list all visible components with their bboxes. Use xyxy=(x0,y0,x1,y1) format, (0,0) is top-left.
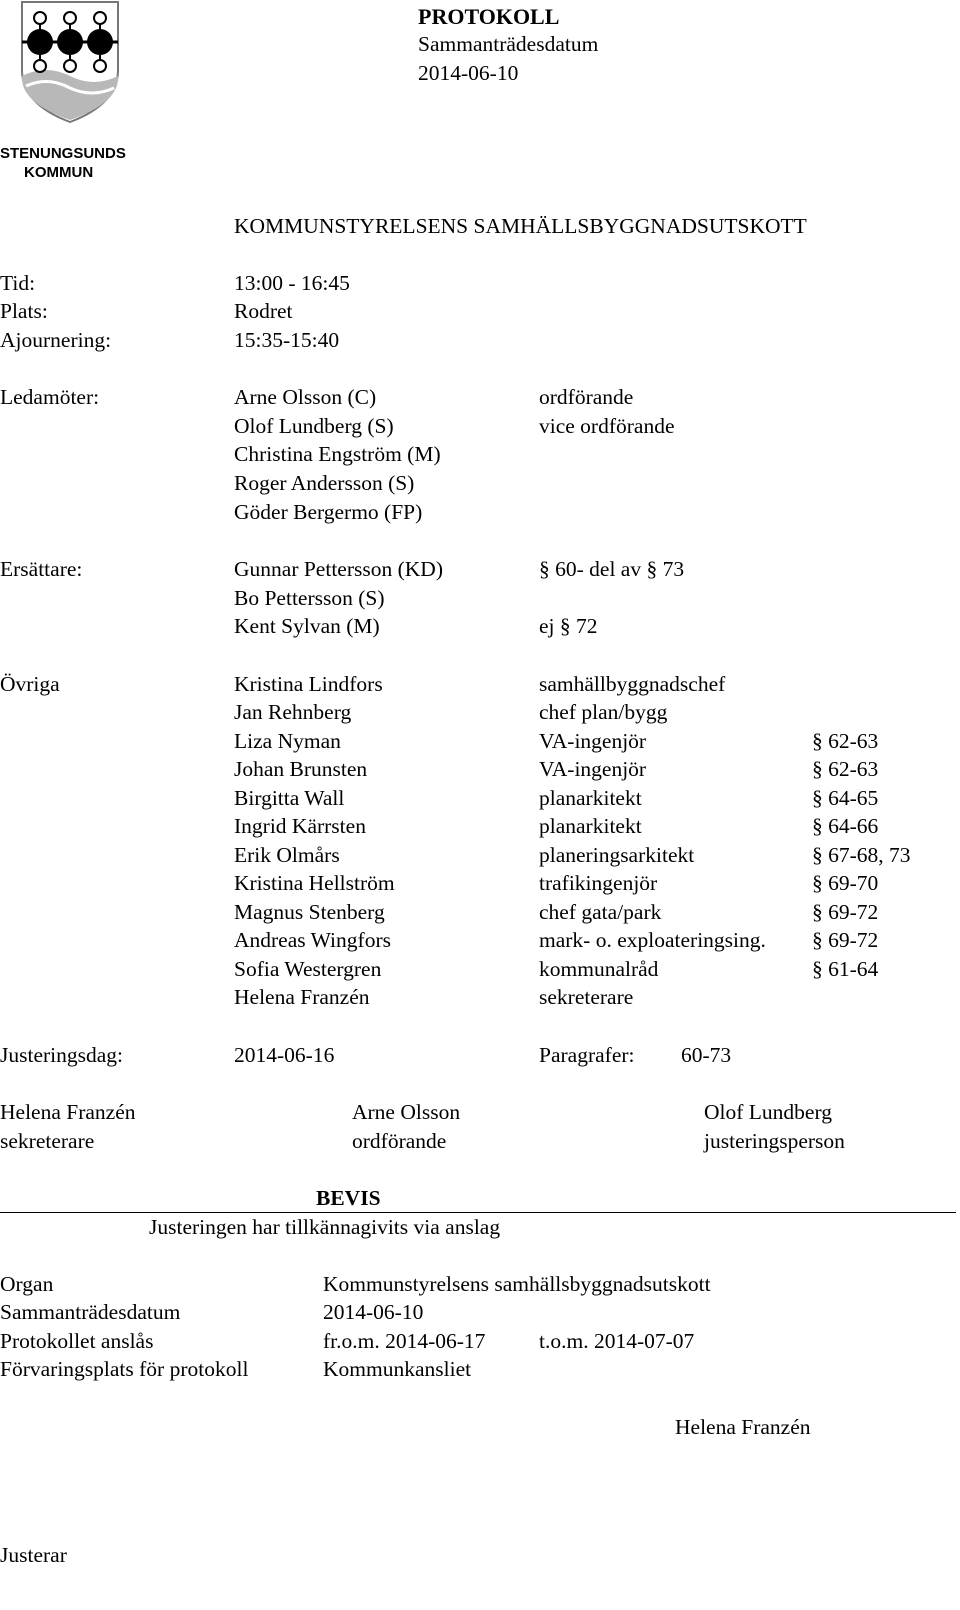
posting-to: t.o.m. 2014-07-07 xyxy=(539,1329,695,1353)
certificate-signer: Helena Franzén xyxy=(675,1415,811,1439)
horizontal-divider xyxy=(0,1212,956,1213)
other-name: Liza Nyman xyxy=(234,729,341,753)
members-label: Ledamöter: xyxy=(0,385,100,409)
adjustment-day-label: Justeringsdag: xyxy=(0,1043,124,1067)
member-name: Olof Lundberg (S) xyxy=(234,414,394,438)
organ-value: Kommunstyrelsens samhällsbyggnadsutskott xyxy=(323,1272,711,1296)
time-label: Tid: xyxy=(0,271,36,295)
other-paragraphs: § 62-63 xyxy=(812,729,879,753)
coat-of-arms-logo xyxy=(18,0,122,124)
certificate-title: BEVIS xyxy=(316,1186,381,1210)
paragraphs-value: 60-73 xyxy=(681,1043,732,1067)
other-paragraphs: § 62-63 xyxy=(812,757,879,781)
paragraphs-label: Paragrafer: xyxy=(539,1043,635,1067)
other-role: VA-ingenjör xyxy=(539,729,647,753)
meeting-date-value: 2014-06-10 xyxy=(323,1300,424,1324)
member-role: vice ordförande xyxy=(539,414,675,438)
other-role: chef plan/bygg xyxy=(539,700,668,724)
other-name: Kristina Lindfors xyxy=(234,672,383,696)
org-name-line2: KOMMUN xyxy=(24,164,94,181)
substitute-note: § 60- del av § 73 xyxy=(539,557,685,581)
signature-name: Helena Franzén xyxy=(0,1100,136,1124)
other-role: planeringsarkitekt xyxy=(539,843,695,867)
header-date-label: Sammanträdesdatum xyxy=(418,32,599,56)
member-name: Christina Engström (M) xyxy=(234,442,441,466)
other-role: trafikingenjör xyxy=(539,871,658,895)
other-paragraphs: § 69-72 xyxy=(812,928,879,952)
substitute-name: Kent Sylvan (M) xyxy=(234,614,380,638)
signature-name: Arne Olsson xyxy=(352,1100,461,1124)
adjournment-label: Ajournering: xyxy=(0,328,112,352)
meeting-date-label: Sammanträdesdatum xyxy=(0,1300,181,1324)
place-value: Rodret xyxy=(234,299,293,323)
other-paragraphs: § 61-64 xyxy=(812,957,879,981)
member-name: Arne Olsson (C) xyxy=(234,385,377,409)
other-role: kommunalråd xyxy=(539,957,659,981)
adjournment-value: 15:35-15:40 xyxy=(234,328,340,352)
substitute-name: Gunnar Pettersson (KD) xyxy=(234,557,443,581)
committee-heading: KOMMUNSTYRELSENS SAMHÄLLSBYGGNADSUTSKOTT xyxy=(234,214,807,238)
organ-label: Organ xyxy=(0,1272,54,1296)
document-title: PROTOKOLL xyxy=(418,4,560,29)
other-name: Erik Olmårs xyxy=(234,843,340,867)
others-label: Övriga xyxy=(0,672,60,696)
other-role: mark- o. exploateringsing. xyxy=(539,928,766,952)
other-name: Jan Rehnberg xyxy=(234,700,352,724)
other-name: Johan Brunsten xyxy=(234,757,368,781)
other-role: planarkitekt xyxy=(539,786,642,810)
place-label: Plats: xyxy=(0,299,48,323)
certificate-subtitle: Justeringen har tillkännagivits via anslag xyxy=(149,1215,501,1239)
other-name: Sofia Westergren xyxy=(234,957,382,981)
other-name: Magnus Stenberg xyxy=(234,900,385,924)
other-name: Kristina Hellström xyxy=(234,871,395,895)
other-role: chef gata/park xyxy=(539,900,662,924)
member-name: Roger Andersson (S) xyxy=(234,471,415,495)
adjustment-day-value: 2014-06-16 xyxy=(234,1043,335,1067)
other-paragraphs: § 69-70 xyxy=(812,871,879,895)
other-name: Birgitta Wall xyxy=(234,786,345,810)
storage-label: Förvaringsplats för protokoll xyxy=(0,1357,249,1381)
signature-name: Olof Lundberg xyxy=(704,1100,832,1124)
member-role: ordförande xyxy=(539,385,634,409)
time-value: 13:00 - 16:45 xyxy=(234,271,350,295)
signature-role: justeringsperson xyxy=(704,1129,845,1153)
other-name: Ingrid Kärrsten xyxy=(234,814,366,838)
other-role: sekreterare xyxy=(539,985,634,1009)
storage-value: Kommunkansliet xyxy=(323,1357,472,1381)
member-name: Göder Bergermo (FP) xyxy=(234,500,423,524)
org-name-line1: STENUNGSUNDS xyxy=(0,145,126,162)
other-role: samhällbyggnadschef xyxy=(539,672,726,696)
substitutes-label: Ersättare: xyxy=(0,557,83,581)
signature-role: ordförande xyxy=(352,1129,447,1153)
other-name: Helena Franzén xyxy=(234,985,370,1009)
other-paragraphs: § 64-66 xyxy=(812,814,879,838)
other-role: planarkitekt xyxy=(539,814,642,838)
other-name: Andreas Wingfors xyxy=(234,928,391,952)
header-date: 2014-06-10 xyxy=(418,61,519,85)
other-paragraphs: § 67-68, 73 xyxy=(812,843,911,867)
other-role: VA-ingenjör xyxy=(539,757,647,781)
signature-role: sekreterare xyxy=(0,1129,95,1153)
other-paragraphs: § 69-72 xyxy=(812,900,879,924)
substitute-note: ej § 72 xyxy=(539,614,598,638)
posting-from: fr.o.m. 2014-06-17 xyxy=(323,1329,486,1353)
posting-label: Protokollet anslås xyxy=(0,1329,154,1353)
other-paragraphs: § 64-65 xyxy=(812,786,879,810)
footer-label: Justerar xyxy=(0,1543,67,1567)
substitute-name: Bo Pettersson (S) xyxy=(234,586,385,610)
